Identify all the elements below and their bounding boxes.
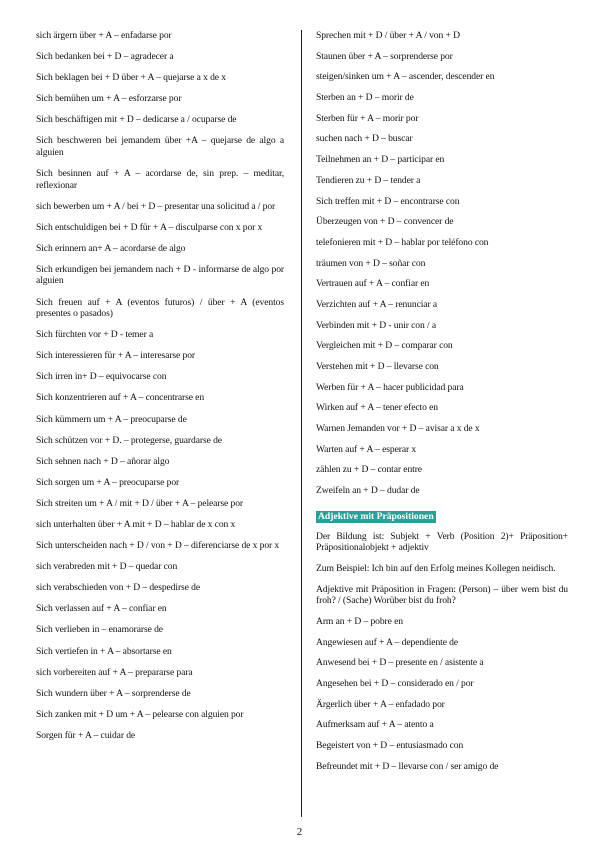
vocab-entry: träumen von + D – soñar con bbox=[316, 257, 426, 269]
vocab-entry: Überzeugen von + D – convencer de bbox=[316, 216, 454, 228]
vocab-entry: Sprechen mit + D / über + A / von + D bbox=[316, 30, 460, 41]
vocab-entry: Sich verlassen auf + A – confiar en bbox=[36, 603, 167, 615]
vocab-entry: Tendieren zu + D – tender a bbox=[316, 174, 421, 186]
adjective-entry: Adjektive mit Präposition in Fragen: (Person) – über wem bist du froh? / (Sache) Worüber bist du froh? bbox=[316, 583, 568, 607]
vocab-entry: Sich beschweren bei jemandem über +A – quejarse de algo a alguien bbox=[36, 135, 284, 158]
adjective-entry: Arm an + D – pobre en bbox=[316, 615, 403, 627]
vocab-entry: steigen/sinken um + A – ascender, descender en bbox=[316, 71, 495, 83]
vocab-entry: suchen nach + D – buscar bbox=[316, 133, 413, 145]
vocab-entry: Teilnehmen an + D – participar en bbox=[316, 154, 445, 166]
vocab-entry: Sich verlieben in – enamorarse de bbox=[36, 624, 163, 636]
vocab-entry: Werben für + A – hacer publicidad para bbox=[316, 381, 464, 393]
vocab-entry: Sich sorgen um + A – preocuparse por bbox=[36, 476, 180, 488]
left-column bbox=[36, 30, 284, 751]
vocab-entry: Sich kümmern um + A – preocuparse de bbox=[36, 413, 187, 425]
right-column bbox=[316, 30, 568, 781]
vocab-entry: sich verabschieden von + D – despedirse de bbox=[36, 582, 200, 594]
vocab-entry: Sich treffen mit + D – encontrarse con bbox=[316, 195, 460, 207]
section-heading: Adjektive mit Präpositionen bbox=[318, 510, 434, 522]
vocab-entry: Verstehen mit + D – llevarse con bbox=[316, 361, 439, 372]
vocab-entry: Staunen über + A – sorprenderse por bbox=[316, 50, 453, 62]
adjective-list bbox=[316, 531, 568, 772]
vocab-entry: Zweifeln an + D – dudar de bbox=[316, 485, 420, 497]
vocab-entry: Wirken auf + A – tener efecto en bbox=[316, 402, 438, 414]
vocab-entry: sich vorbereiten auf + A – prepararse para bbox=[36, 666, 193, 678]
adjective-entry: Angewiesen auf + A – dependiente de bbox=[316, 636, 459, 648]
vocab-entry: Warten auf + A – esperar x bbox=[316, 443, 417, 455]
vocab-entry: Verbinden mit + D - unir con / a bbox=[316, 319, 436, 331]
vocab-entry: Sorgen für + A – cuidar de bbox=[36, 729, 136, 741]
vocab-entry: Vertrauen auf + A – confiar en bbox=[316, 278, 430, 290]
vocab-entry: Sich bedanken bei + D – agradecer a bbox=[36, 51, 174, 63]
vocab-entry: sich ärgern über + A – enfadarse por bbox=[36, 30, 172, 41]
verb-list-continued bbox=[316, 30, 568, 497]
vocab-entry: Sich entschuldigen bei + D für + A – disculparse con x por x bbox=[36, 221, 263, 233]
vocab-entry: sich bewerben um + A / bei + D – presentar una solicitud a / por bbox=[36, 200, 276, 212]
vocab-entry: sich verabreden mit + D – quedar con bbox=[36, 561, 178, 573]
adjective-entry: Zum Beispiel: Ich bin auf den Erfolg meines Kollegen neidisch. bbox=[316, 563, 556, 574]
adjective-entry: Der Bildung ist: Subjekt + Verb (Position 2)+ Präposition+ Präpositionalobjekt + adjektiv bbox=[316, 530, 568, 554]
vocab-entry: Sich streiten um + A / mit + D / über + A – pelearse por bbox=[36, 497, 244, 509]
vocab-entry: Sich fürchten vor + D - temer a bbox=[36, 329, 154, 341]
vocab-entry: Sich unterscheiden nach + D / von + D – diferenciarse de x por x bbox=[36, 540, 280, 552]
vocab-entry: Sich irren in+ D – equivocarse con bbox=[36, 371, 167, 383]
vocab-entry: sich unterhalten über + A mit + D – hablar de x con x bbox=[36, 518, 236, 530]
adjective-entry: Ärgerlich über + A – enfadado por bbox=[316, 698, 445, 710]
adjective-entry: Befreundet mit + D – llevarse con / ser amigo de bbox=[316, 760, 499, 772]
adjective-entry: Begeistert von + D – entusiasmado con bbox=[316, 740, 464, 751]
column-divider bbox=[301, 30, 302, 817]
vocab-entry: Sich besinnen auf + A – acordarse de, sin prep. – meditar, reflexionar bbox=[36, 168, 284, 191]
vocab-entry: Sich beklagen bei + D über + A – quejarse a x de x bbox=[36, 72, 226, 84]
vocab-entry: Sterben für + A – morir por bbox=[316, 112, 419, 124]
adjective-entry: Angesehen bei + D – considerado en / por bbox=[316, 677, 474, 689]
vocab-entry: Sich beschäftigen mit + D – dedicarse a / ocuparse de bbox=[36, 114, 237, 126]
vocab-entry: Sich erinnern an+ A – acordarse de algo bbox=[36, 242, 186, 254]
adjective-entry: Aufmerksam auf + A – atento a bbox=[316, 719, 434, 731]
vocab-entry: Sich schützen vor + D. – protegerse, guardarse de bbox=[36, 434, 222, 446]
vocab-entry: Verzichten auf + A – renunciar a bbox=[316, 298, 438, 310]
adjective-entry: Anwesend bei + D – presente en / asistente a bbox=[316, 657, 484, 669]
vocab-entry: Sich zanken mit + D um + A – pelearse con alguien por bbox=[36, 708, 244, 720]
vocab-entry: telefonieren mit + D – hablar por teléfono con bbox=[316, 236, 489, 248]
vocab-entry: Sich erkundigen bei jemandem nach + D - informarse de algo por alguien bbox=[36, 263, 284, 287]
vocab-entry: Sich interessieren für + A – interesarse por bbox=[36, 350, 195, 362]
vocab-entry: Sich wundern über + A – sorprenderse de bbox=[36, 687, 191, 699]
vocab-entry: Sich vertiefen in + A – absortarse en bbox=[36, 645, 172, 657]
page-number: 2 bbox=[296, 826, 303, 838]
vocab-entry: Sterben an + D – morir de bbox=[316, 92, 414, 104]
vocab-entry: Sich sehnen nach + D – añorar algo bbox=[36, 455, 170, 467]
vocab-entry: Sich bemühen um + A – esforzarse por bbox=[36, 93, 182, 105]
vocab-entry: zählen zu + D – contar entre bbox=[316, 464, 422, 476]
vocab-entry: Sich freuen auf + A (eventos futuros) / über + A (eventos presentes o pasados) bbox=[36, 296, 284, 320]
vocab-entry: Warnen Jemanden vor + D – avisar a x de x bbox=[316, 423, 480, 435]
section-heading-wrapper bbox=[316, 506, 568, 531]
vocab-entry: Sich konzentrieren auf + A – concentrarse en bbox=[36, 392, 205, 404]
vocab-entry: Vergleichen mit + D – comparar con bbox=[316, 340, 453, 352]
